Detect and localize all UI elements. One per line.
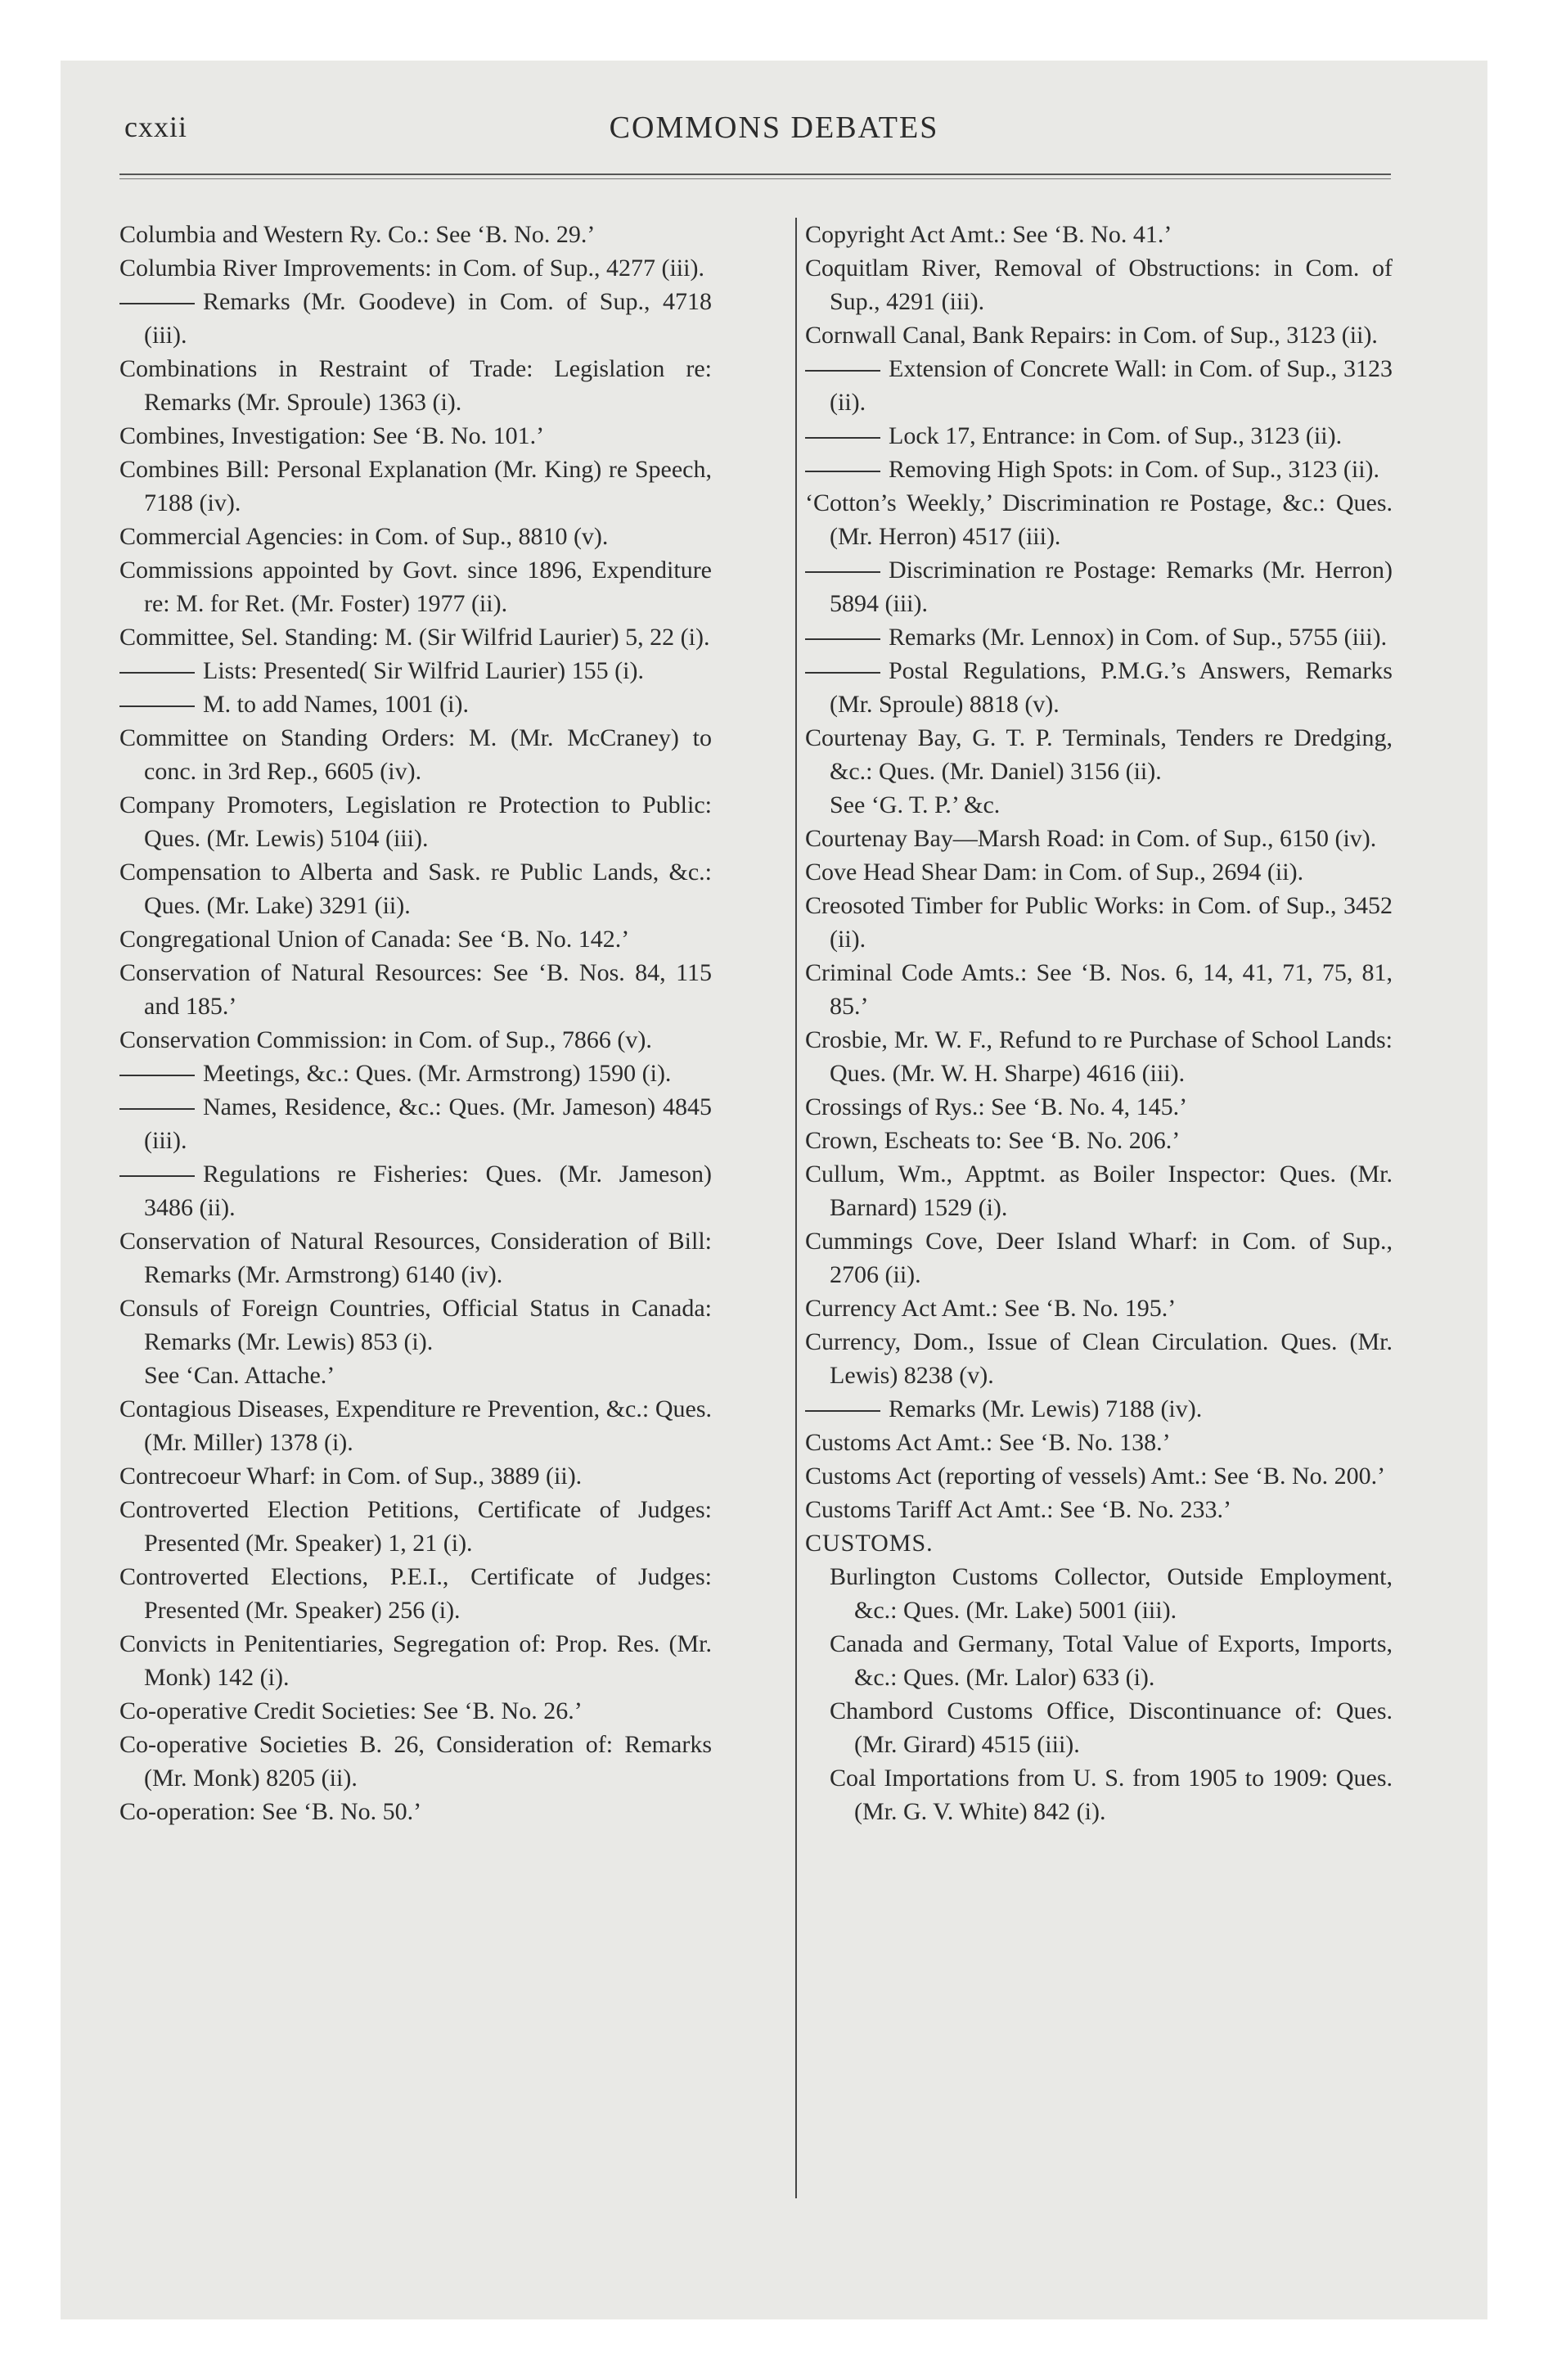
index-subentry: [119, 654, 712, 687]
entry-text: Courtenay Bay, G. T. P. Terminals, Tenders re Dredging, &c.: Ques. (Mr. Daniel) 3156 (ii).: [805, 724, 1393, 785]
entry-text: Lock 17, Entrance: in Com. of Sup., 3123 (ii).: [889, 422, 1343, 449]
index-entry: [119, 620, 712, 654]
ditto-dash: [805, 571, 880, 573]
index-entry: [805, 1325, 1393, 1392]
ditto-dash: [805, 471, 880, 472]
index-subentry: [805, 419, 1393, 453]
index-entry: [805, 1224, 1393, 1291]
index-subentry: [119, 687, 712, 721]
entry-text: Controverted Elections, P.E.I., Certificate of Judges: Presented (Mr. Speaker) 256 (i).: [119, 1563, 712, 1624]
index-entry: [119, 788, 712, 855]
entry-text: ‘Cotton’s Weekly,’ Discrimination re Postage, &c.: Ques. (Mr. Herron) 4517 (iii).: [805, 489, 1393, 550]
entry-text: Crosbie, Mr. W. F., Refund to re Purchase of School Lands: Ques. (Mr. W. H. Sharpe) 4616 (iii).: [805, 1026, 1393, 1087]
entry-text: Combines Bill: Personal Explanation (Mr. King) re Speech, 7188 (iv).: [119, 456, 712, 516]
entry-text: Criminal Code Amts.: See ‘B. Nos. 6, 14, 41, 71, 75, 81, 85.’: [805, 959, 1393, 1020]
entry-text: Remarks (Mr. Goodeve) in Com. of Sup., 4718 (iii).: [144, 288, 712, 349]
index-entry: [805, 1291, 1393, 1325]
entry-text: Remarks (Mr. Lewis) 7188 (iv).: [889, 1395, 1203, 1422]
entry-text: Combinations in Restraint of Trade: Legislation re: Remarks (Mr. Sproule) 1363 (i).: [119, 355, 712, 416]
index-subentry: [805, 1761, 1393, 1828]
ditto-dash: [805, 1410, 880, 1412]
entry-text: Combines, Investigation: See ‘B. No. 101.’: [119, 422, 545, 449]
entry-text: CUSTOMS.: [805, 1530, 934, 1557]
index-entry: [119, 553, 712, 620]
entry-text: Company Promoters, Legislation re Protection to Public: Ques. (Mr. Lewis) 5104 (iii).: [119, 791, 712, 852]
entry-text: Conservation Commission: in Com. of Sup., 7866 (v).: [119, 1026, 652, 1053]
index-entry: [805, 822, 1393, 855]
entry-text: Consuls of Foreign Countries, Official Status in Canada: Remarks (Mr. Lewis) 853 (i).: [119, 1295, 712, 1355]
ditto-dash: [805, 437, 880, 439]
entry-text: Congregational Union of Canada: See ‘B. No. 142.’: [119, 926, 630, 953]
page-number: cxxii: [124, 110, 187, 143]
index-cross-reference: [805, 788, 1393, 822]
entry-text: Convicts in Penitentiaries, Segregation of: Prop. Res. (Mr. Monk) 142 (i).: [119, 1630, 712, 1691]
entry-text: Currency, Dom., Issue of Clean Circulation. Ques. (Mr. Lewis) 8238 (v).: [805, 1328, 1393, 1389]
entry-text: Cornwall Canal, Bank Repairs: in Com. of Sup., 3123 (ii).: [805, 322, 1378, 349]
entry-text: Contrecoeur Wharf: in Com. of Sup., 3889 (ii).: [119, 1463, 583, 1490]
index-entry: [119, 1493, 712, 1560]
index-subentry: [119, 1057, 712, 1090]
entry-text: Meetings, &c.: Ques. (Mr. Armstrong) 1590 (i).: [203, 1060, 672, 1087]
entry-text: Discrimination re Postage: Remarks (Mr. Herron) 5894 (iii).: [830, 557, 1393, 617]
entry-text: Conservation of Natural Resources, Consideration of Bill: Remarks (Mr. Armstrong) 6140 (iv).: [119, 1228, 712, 1288]
ditto-dash: [119, 1175, 195, 1177]
running-title: COMMONS DEBATES: [609, 110, 939, 145]
index-entry: [119, 1459, 712, 1493]
index-subentry: [119, 285, 712, 352]
entry-text: Co-operation: See ‘B. No. 50.’: [119, 1798, 422, 1825]
ditto-dash: [805, 370, 880, 372]
entry-text: Contagious Diseases, Expenditure re Prevention, &c.: Ques. (Mr. Miller) 1378 (i).: [119, 1395, 712, 1456]
index-entry: [119, 855, 712, 922]
index-entry: [119, 218, 712, 251]
entry-text: Columbia River Improvements: in Com. of Sup., 4277 (iii).: [119, 255, 704, 282]
index-entry: [805, 1493, 1393, 1526]
column-divider: [795, 218, 797, 2198]
index-entry: [805, 1459, 1393, 1493]
index-entry: [805, 318, 1393, 352]
ditto-dash: [119, 1075, 195, 1076]
index-entry: [119, 1627, 712, 1694]
entry-text: Names, Residence, &c.: Ques. (Mr. Jameson) 4845 (iii).: [144, 1093, 712, 1154]
index-entry: [119, 922, 712, 956]
index-subentry: [805, 1560, 1393, 1627]
entry-text: Customs Tariff Act Amt.: See ‘B. No. 233.’: [805, 1496, 1231, 1523]
index-entry: [119, 1560, 712, 1627]
index-entry: [119, 956, 712, 1023]
entry-text: Controverted Election Petitions, Certificate of Judges: Presented (Mr. Speaker) 1, 21 (i).: [119, 1496, 712, 1557]
index-entry: [119, 1291, 712, 1359]
ditto-dash: [805, 672, 880, 674]
index-subentry: [805, 1392, 1393, 1426]
entry-text: Crossings of Rys.: See ‘B. No. 4, 145.’: [805, 1093, 1188, 1120]
entry-text: Conservation of Natural Resources: See ‘B. Nos. 84, 115 and 185.’: [119, 959, 712, 1020]
index-entry: [119, 1694, 712, 1728]
entry-text: Removing High Spots: in Com. of Sup., 3123 (ii).: [889, 456, 1380, 483]
index-cross-reference: [119, 1359, 712, 1392]
index-section-heading: [805, 1526, 1393, 1560]
index-subentry: [805, 654, 1393, 721]
index-subentry: [805, 1694, 1393, 1761]
entry-text: Copyright Act Amt.: See ‘B. No. 41.’: [805, 221, 1172, 248]
index-entry: [805, 1090, 1393, 1124]
index-subentry: [805, 553, 1393, 620]
entry-text: Regulations re Fisheries: Ques. (Mr. Jameson) 3486 (ii).: [144, 1161, 712, 1221]
ditto-dash: [805, 638, 880, 640]
index-entry: [119, 721, 712, 788]
index-subentry: [805, 620, 1393, 654]
entry-text: See ‘Can. Attache.’: [144, 1362, 335, 1389]
entry-text: Commercial Agencies: in Com. of Sup., 8810 (v).: [119, 523, 609, 550]
page-header: [0, 110, 1548, 159]
index-column-right: [805, 218, 1393, 1828]
index-entry: [805, 855, 1393, 889]
entry-text: Crown, Escheats to: See ‘B. No. 206.’: [805, 1127, 1181, 1154]
entry-text: Postal Regulations, P.M.G.’s Answers, Remarks (Mr. Sproule) 8818 (v).: [830, 657, 1393, 718]
entry-text: Currency Act Amt.: See ‘B. No. 195.’: [805, 1295, 1177, 1322]
entry-text: Cummings Cove, Deer Island Wharf: in Com. of Sup., 2706 (ii).: [805, 1228, 1393, 1288]
entry-text: Coal Importations from U. S. from 1905 to 1909: Ques. (Mr. G. V. White) 842 (i).: [830, 1765, 1393, 1825]
index-subentry: [119, 1090, 712, 1157]
entry-text: See ‘G. T. P.’ &c.: [830, 791, 1001, 818]
index-entry: [119, 419, 712, 453]
ditto-dash: [119, 303, 195, 304]
index-entry: [805, 251, 1393, 318]
index-entry: [119, 1224, 712, 1291]
index-subentry: [805, 352, 1393, 419]
index-entry: [805, 218, 1393, 251]
entry-text: Cove Head Shear Dam: in Com. of Sup., 2694 (ii).: [805, 859, 1304, 886]
entry-text: Courtenay Bay—Marsh Road: in Com. of Sup., 6150 (iv).: [805, 825, 1377, 852]
header-rule: [119, 174, 1391, 175]
ditto-dash: [119, 1108, 195, 1110]
entry-text: Coquitlam River, Removal of Obstructions: in Com. of Sup., 4291 (iii).: [805, 255, 1393, 315]
index-entry: [119, 352, 712, 419]
ditto-dash: [119, 672, 195, 674]
entry-text: Compensation to Alberta and Sask. re Public Lands, &c.: Ques. (Mr. Lake) 3291 (ii).: [119, 859, 712, 919]
entry-text: Customs Act (reporting of vessels) Amt.: See ‘B. No. 200.’: [805, 1463, 1386, 1490]
ditto-dash: [119, 705, 195, 707]
entry-text: Committee, Sel. Standing: M. (Sir Wilfrid Laurier) 5, 22 (i).: [119, 624, 710, 651]
entry-text: Chambord Customs Office, Discontinuance of: Ques. (Mr. Girard) 4515 (iii).: [830, 1697, 1393, 1758]
entry-text: Co-operative Societies B. 26, Consideration of: Remarks (Mr. Monk) 8205 (ii).: [119, 1731, 712, 1792]
entry-text: Cullum, Wm., Apptmt. as Boiler Inspector: Ques. (Mr. Barnard) 1529 (i).: [805, 1161, 1393, 1221]
entry-text: Commissions appointed by Govt. since 1896, Expenditure re: M. for Ret. (Mr. Foster) 1977 (ii).: [119, 557, 712, 617]
index-subentry: [119, 1157, 712, 1224]
entry-text: Remarks (Mr. Lennox) in Com. of Sup., 5755 (iii).: [889, 624, 1388, 651]
entry-text: M. to add Names, 1001 (i).: [203, 691, 469, 718]
index-entry: [119, 1392, 712, 1459]
entry-text: Lists: Presented( Sir Wilfrid Laurier) 155 (i).: [203, 657, 644, 684]
entry-text: Creosoted Timber for Public Works: in Com. of Sup., 3452 (ii).: [805, 892, 1393, 953]
index-column-left: [119, 218, 712, 1828]
index-subentry: [805, 453, 1393, 486]
index-entry: [119, 1728, 712, 1795]
index-entry: [805, 1124, 1393, 1157]
header-rule-thin: [119, 178, 1391, 179]
index-entry: [119, 251, 712, 285]
index-entry: [119, 520, 712, 553]
index-entry: [805, 486, 1393, 553]
index-subentry: [805, 1627, 1393, 1694]
index-entry: [805, 1157, 1393, 1224]
entry-text: Burlington Customs Collector, Outside Employment, &c.: Ques. (Mr. Lake) 5001 (iii).: [830, 1563, 1393, 1624]
entry-text: Columbia and Western Ry. Co.: See ‘B. No. 29.’: [119, 221, 596, 248]
index-entry: [119, 1795, 712, 1828]
entry-text: Canada and Germany, Total Value of Exports, Imports, &c.: Ques. (Mr. Lalor) 633 (i).: [830, 1630, 1393, 1691]
index-entry: [805, 721, 1393, 788]
entry-text: Extension of Concrete Wall: in Com. of Sup., 3123 (ii).: [830, 355, 1393, 416]
index-entry: [805, 1023, 1393, 1090]
index-entry: [805, 1426, 1393, 1459]
index-entry: [805, 889, 1393, 956]
index-entry: [805, 956, 1393, 1023]
index-entry: [119, 1023, 712, 1057]
entry-text: Customs Act Amt.: See ‘B. No. 138.’: [805, 1429, 1171, 1456]
entry-text: Co-operative Credit Societies: See ‘B. No. 26.’: [119, 1697, 583, 1724]
index-entry: [119, 453, 712, 520]
entry-text: Committee on Standing Orders: M. (Mr. McCraney) to conc. in 3rd Rep., 6605 (iv).: [119, 724, 712, 785]
